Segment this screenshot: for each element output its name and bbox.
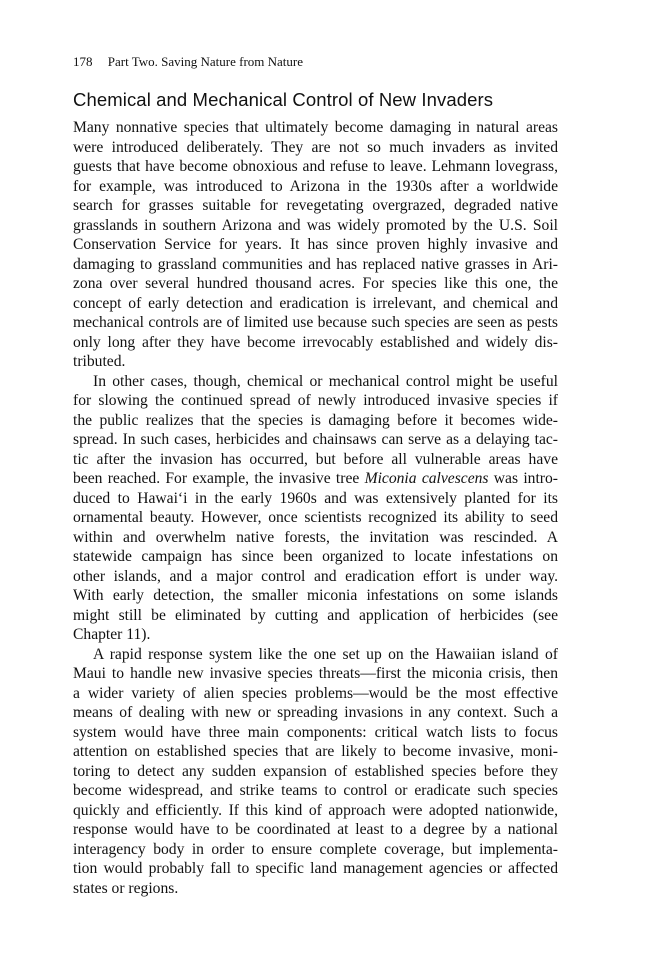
text-line: a wider variety of alien species problems—would be the most effective	[73, 684, 558, 702]
text-line: other islands, and a major control and eradication effort is under way.	[73, 567, 558, 585]
running-head-title: Part Two. Saving Nature from Nature	[107, 54, 303, 69]
section-heading: Chemical and Mechanical Control of New Invaders	[73, 89, 494, 110]
text-line: Chapter 11).	[73, 626, 151, 643]
text-line: within and overwhelm native forests, the invitation was rescinded. A	[73, 528, 558, 546]
text-line: toring to detect any sudden expansion of established species before they	[73, 762, 558, 780]
paragraph-2	[73, 372, 558, 645]
text-line: A rapid response system like the one set up on the Hawaiian island of	[93, 645, 558, 663]
text-line: system would have three main components: critical watch lists to focus	[73, 723, 558, 741]
text-line: search for grasses suitable for revegetating overgrazed, degraded native	[73, 197, 558, 214]
text-line: grasslands in southern Arizona and was widely promoted by the U.S. Soil	[73, 216, 558, 234]
text-line: With early detection, the smaller miconia infestations on some islands	[73, 587, 558, 604]
paragraph-3	[73, 645, 558, 899]
text-line: for example, was introduced to Arizona in the 1930s after a worldwide	[73, 177, 558, 195]
text-line: tributed.	[73, 353, 126, 370]
paragraph-1	[73, 118, 558, 372]
text-line: tion would probably fall to specific land management agencies or affected	[73, 860, 558, 877]
running-head	[73, 54, 303, 70]
text-line: quickly and efficiently. If this kind of approach were adopted nationwide,	[73, 801, 558, 819]
text-line: Conservation Service for years. It has since proven highly invasive and	[73, 236, 558, 253]
text-line: Maui to handle new invasive species threats—first the miconia crisis, then	[73, 665, 558, 682]
text-line: states or regions.	[73, 879, 179, 897]
text-line: spread. In such cases, herbicides and chainsaws can serve as a delaying tac-	[73, 431, 558, 448]
text-line: become widespread, and strike teams to control or eradicate such species	[73, 782, 558, 799]
species-name: Miconia calvescens	[364, 470, 489, 487]
text-line: mechanical controls are of limited use because such species are seen as pests	[73, 314, 558, 331]
text-line: the public realizes that the species is damaging before it becomes wide-	[73, 411, 558, 429]
text-line: means of dealing with new or spreading invasions in any context. Such a	[73, 704, 558, 721]
text-line: In other cases, though, chemical or mechanical control might be useful	[93, 372, 558, 390]
text-line: guests that have become obnoxious and refuse to leave. Lehmann lovegrass,	[73, 158, 558, 175]
text-line: only long after they have become irrevocably established and widely dis-	[73, 333, 558, 351]
text-line: were introduced deliberately. They are not so much invaders as invited	[73, 138, 558, 156]
text-line: interagency body in order to ensure complete coverage, but implementa-	[73, 840, 558, 858]
text-line: for slowing the continued spread of newly introduced invasive species if	[73, 392, 558, 409]
body-text	[73, 118, 558, 898]
text-segment: was intro-	[488, 470, 558, 487]
text-line: concept of early detection and eradication is irrelevant, and chemical and	[73, 294, 558, 312]
text-line: zona over several hundred thousand acres. For species like this one, the	[73, 275, 558, 292]
text-line: damaging to grassland communities and has replaced native grasses in Ari-	[73, 255, 558, 273]
text-segment: been reached. For example, the invasive tree	[73, 470, 365, 487]
text-line: tic after the invasion has occurred, but before all vulnerable areas have	[73, 450, 558, 468]
text-line-with-italic	[73, 469, 558, 489]
text-line: Many nonnative species that ultimately become damaging in natural areas	[73, 119, 558, 136]
text-line: attention on established species that are likely to become invasive, moni-	[73, 743, 558, 760]
text-line: duced to Hawai‘i in the early 1960s and was extensively planted for its	[73, 489, 558, 507]
text-line: ornamental beauty. However, once scientists recognized its ability to seed	[73, 509, 558, 526]
text-line: statewide campaign has since been organized to locate infestations on	[73, 548, 558, 565]
text-line: response would have to be coordinated at least to a degree by a national	[73, 821, 558, 838]
text-line: might still be eliminated by cutting and application of herbicides (see	[73, 606, 558, 624]
page-number: 178	[73, 54, 93, 69]
